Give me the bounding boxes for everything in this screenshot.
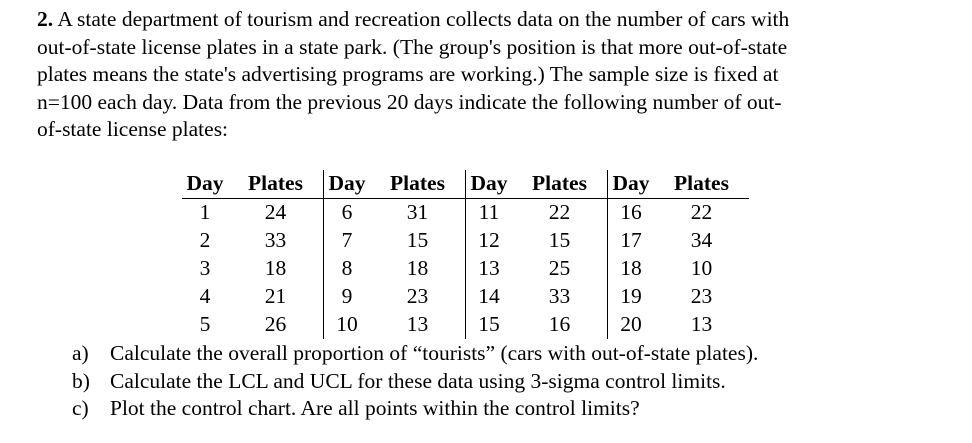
problem-line-5: of-state license plates: <box>37 117 229 141</box>
cell-day: 17 <box>620 228 642 253</box>
problem-line-3: plates means the state's advertising programs are working.) The sample size is fixed at <box>37 62 779 86</box>
question-text: Calculate the LCL and UCL for these data using 3-sigma control limits. <box>110 368 726 393</box>
cell-plates: 23 <box>370 283 466 311</box>
problem-line-2: out-of-state license plates in a state park. (The group's position is that more out-of-state <box>37 34 788 59</box>
problem-number: 2. <box>37 7 54 31</box>
question-label: b) <box>72 368 90 393</box>
cell-plates: 16 <box>512 311 608 339</box>
question-list <box>72 340 758 423</box>
cell-day: 9 <box>341 284 353 309</box>
cell-plates: 25 <box>512 255 608 283</box>
question-c <box>72 395 758 423</box>
cell-plates: 22 <box>512 199 608 228</box>
cell-plates: 31 <box>370 199 466 228</box>
cell-day: 3 <box>199 256 211 281</box>
cell-plates: 33 <box>512 283 608 311</box>
cell-day: 14 <box>478 284 500 309</box>
question-a <box>72 340 758 368</box>
table-row <box>182 255 749 283</box>
cell-plates: 10 <box>690 256 713 281</box>
cell-day: 4 <box>199 284 211 309</box>
cell-day: 18 <box>620 256 642 281</box>
cell-day: 10 <box>336 312 358 337</box>
header-day: Day <box>182 170 228 199</box>
cell-day: 2 <box>199 228 211 253</box>
cell-plates: 15 <box>512 227 608 255</box>
cell-day: 15 <box>478 312 500 337</box>
cell-day: 12 <box>478 228 500 253</box>
question-label: a) <box>72 341 89 365</box>
question-text: Plot the control chart. Are all points within the control limits? <box>110 396 640 420</box>
header-day: Day <box>608 170 655 199</box>
problem-line-1: 2. A state department of tourism and recreation collects data on the number of cars with <box>37 7 790 31</box>
cell-day: 5 <box>199 312 211 337</box>
header-day: Day <box>324 170 371 199</box>
table-row <box>182 283 749 311</box>
cell-plates: 18 <box>228 255 324 283</box>
cell-plates: 23 <box>690 284 713 309</box>
header-plates: Plates <box>370 170 466 199</box>
cell-plates: 13 <box>370 311 466 339</box>
header-day: Day <box>466 170 513 199</box>
cell-day: 16 <box>620 200 642 225</box>
header-plates: Plates <box>228 170 324 199</box>
question-label: c) <box>72 396 89 420</box>
cell-plates: 26 <box>228 311 324 339</box>
cell-plates: 21 <box>228 283 324 311</box>
cell-day: 7 <box>341 228 353 253</box>
question-text: Calculate the overall proportion of “tourists” (cars with out-of-state plates). <box>110 341 759 365</box>
cell-day: 19 <box>620 284 642 309</box>
cell-day: 6 <box>341 200 353 225</box>
header-plates: Plates <box>654 170 749 199</box>
cell-plates: 24 <box>228 199 324 228</box>
cell-plates: 18 <box>370 255 466 283</box>
table-row <box>182 227 749 255</box>
cell-day: 13 <box>478 256 500 281</box>
cell-plates: 22 <box>690 200 713 225</box>
cell-day: 11 <box>478 200 500 225</box>
question-b <box>72 368 758 396</box>
cell-plates: 34 <box>690 228 713 253</box>
cell-plates: 33 <box>228 227 324 255</box>
cell-day: 1 <box>199 200 211 225</box>
cell-day: 8 <box>341 256 353 281</box>
cell-day: 20 <box>620 312 642 337</box>
table-header-row <box>182 170 749 199</box>
table-row <box>182 311 749 339</box>
table-row <box>182 199 749 228</box>
header-plates: Plates <box>512 170 608 199</box>
cell-plates: 13 <box>690 312 713 337</box>
problem-statement <box>37 6 957 144</box>
plates-table <box>182 170 749 339</box>
problem-line-4: n=100 each day. Data from the previous 20 days indicate the following number of out- <box>37 89 782 114</box>
cell-plates: 15 <box>370 227 466 255</box>
